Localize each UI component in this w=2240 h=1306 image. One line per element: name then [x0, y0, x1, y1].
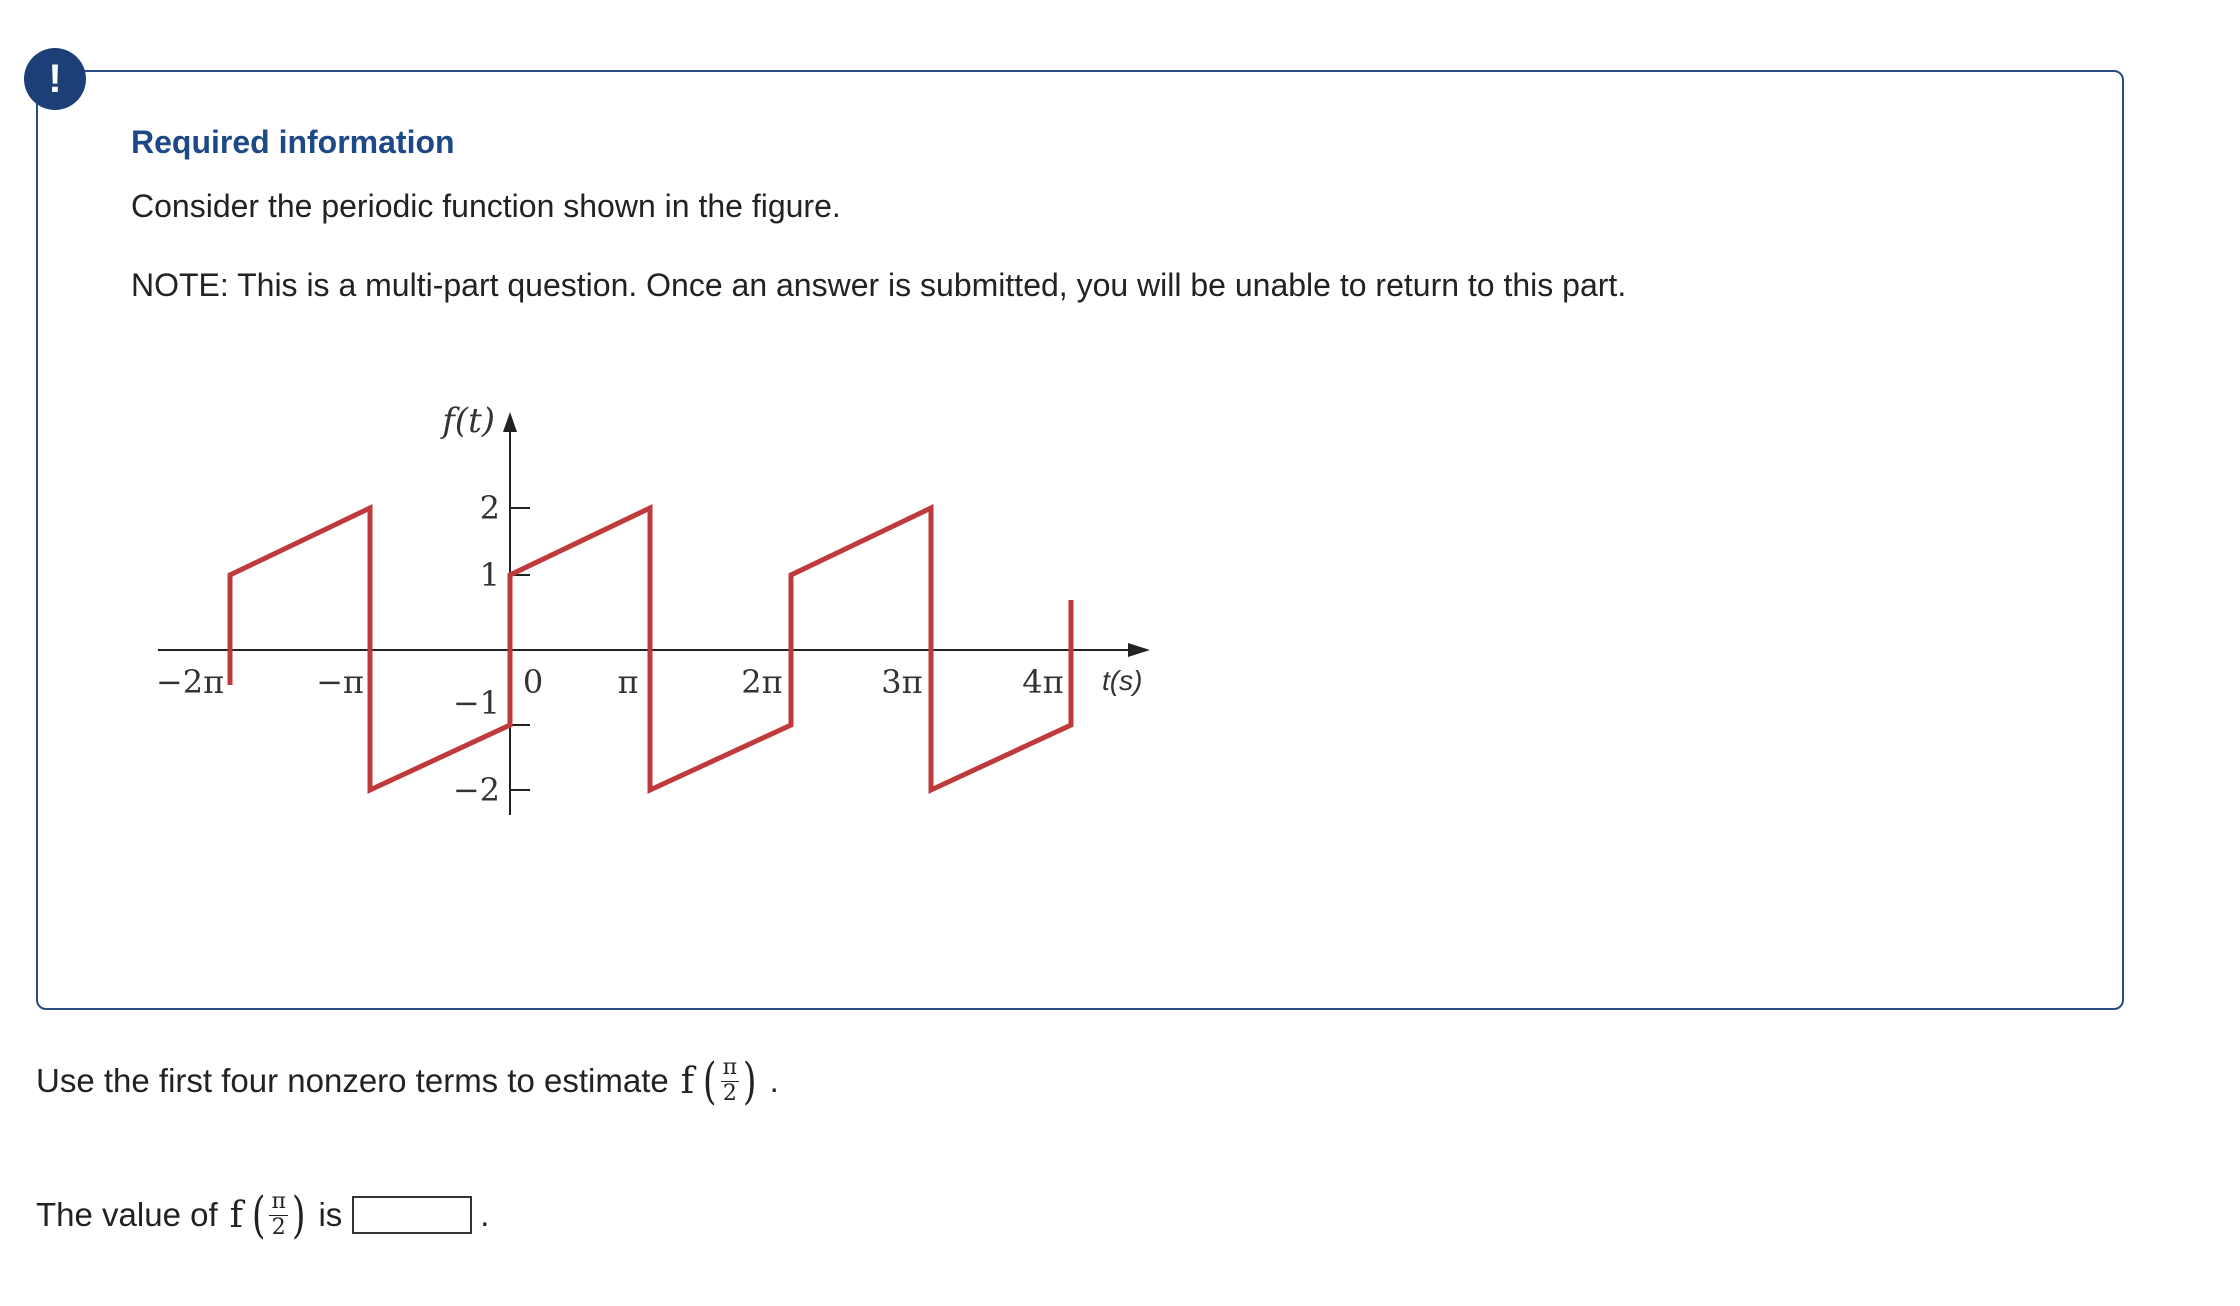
question-fraction-den: 2 [722, 1080, 737, 1106]
y-tick-label-2: 2 [479, 489, 500, 527]
x-tick-label-2pi: 2π [741, 663, 783, 701]
info-description: Consider the periodic function shown in the figure. [131, 188, 841, 224]
y-axis-label: f(t) [442, 401, 495, 441]
x-tick-label-0: 0 [522, 663, 544, 701]
answer-suffix: . [480, 1196, 490, 1233]
question-fraction-num: π [722, 1055, 738, 1081]
x-axis-arrow [1128, 643, 1150, 657]
y-tick-label-1: 1 [479, 556, 500, 594]
answer-row [36, 1186, 490, 1244]
answer-fraction-den: 2 [271, 1214, 286, 1240]
answer-is-text: is [318, 1196, 343, 1233]
answer-close-paren: ) [291, 1186, 306, 1244]
answer-open-paren: ( [251, 1186, 266, 1244]
alert-icon: ! [24, 48, 86, 110]
x-tick-label-4pi: 4π [1022, 663, 1064, 701]
x-axis-label: t(s) [1102, 665, 1143, 696]
question-fraction [721, 1056, 739, 1105]
answer-fraction-num: π [271, 1189, 286, 1215]
info-title: Required information [131, 124, 455, 160]
y-tick-label-minus2: −2 [452, 771, 500, 809]
close-paren: ) [743, 1052, 757, 1110]
question-prefix: Use the first four nonzero terms to estimate [36, 1062, 669, 1099]
y-tick-label-minus1: −1 [452, 684, 500, 722]
periodic-function-figure [150, 390, 1150, 830]
y-axis-arrow [503, 412, 517, 432]
x-tick-label-minuspi: −π [316, 663, 364, 701]
question-func: f [680, 1060, 695, 1102]
x-tick-label-pi: π [617, 663, 639, 701]
answer-fraction [269, 1190, 287, 1239]
open-paren: ( [703, 1052, 717, 1110]
answer-input[interactable] [352, 1196, 472, 1234]
x-tick-label-minus2pi: −2π [155, 663, 225, 701]
question-suffix: . [769, 1062, 779, 1099]
answer-func: f [229, 1194, 243, 1236]
x-tick-label-3pi: 3π [881, 663, 923, 701]
question-text [36, 1052, 779, 1110]
answer-prefix: The value of [36, 1196, 218, 1233]
info-note: NOTE: This is a multi-part question. Once an answer is submitted, you will be unable to return to this part. [131, 267, 1627, 303]
